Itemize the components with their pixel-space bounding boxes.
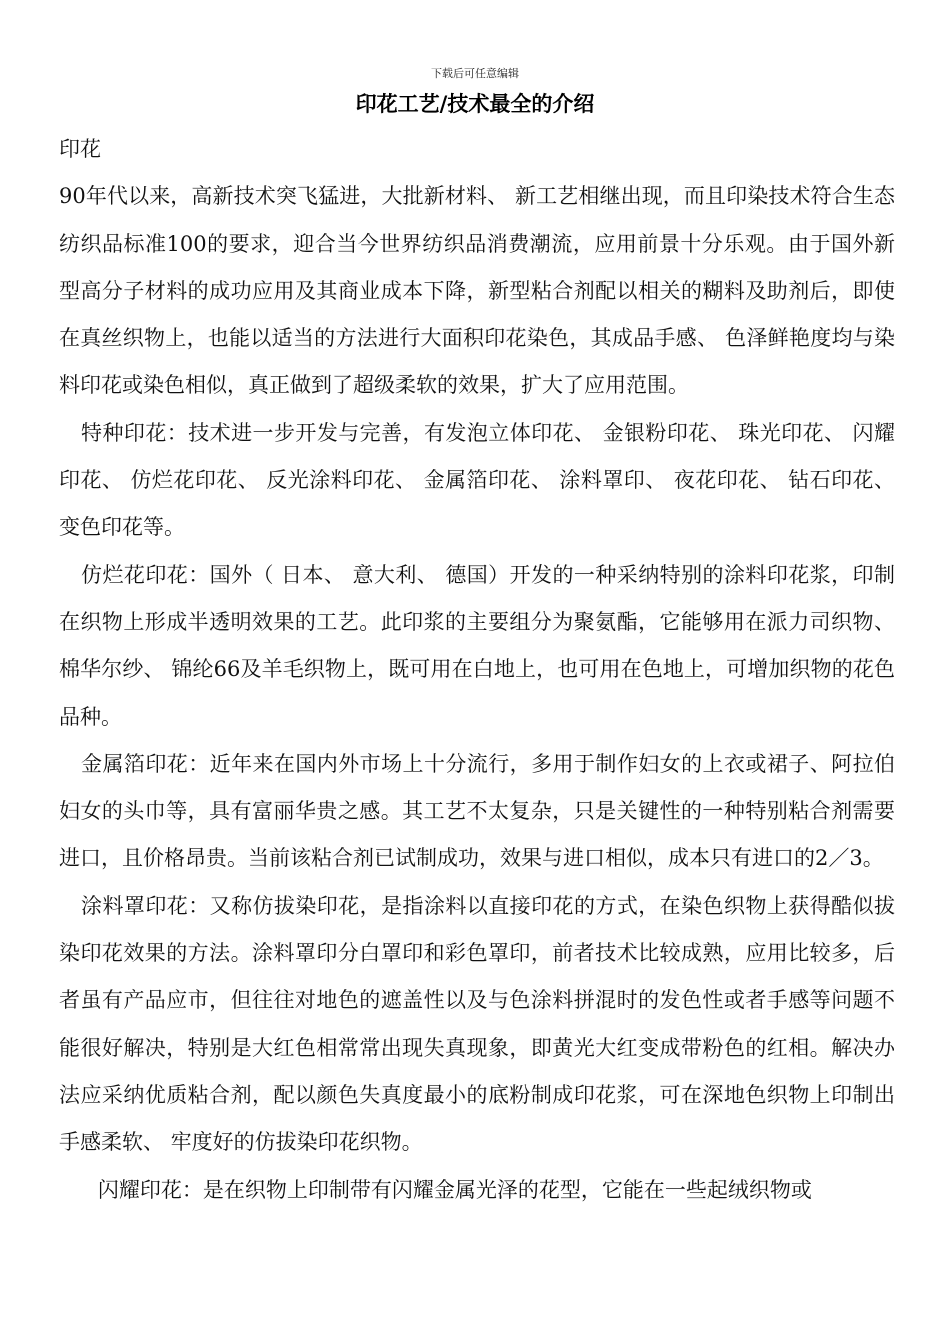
paragraph-overlay-printing: 涂料罩印花：又称仿拔染印花，是指涂料以直接印花的方式，在染色织物上获得酷似拔染印花效果的方法。涂料罩印分白罩印和彩色罩印，前者技术比较成熟，应用比较多，后者虽有产品应市，但往往对地色的遮盖性以及与色涂料拼混时的发色性或者手感等问题不能很好解决，特别是大红色相常常出现失真现象，即黄光大红变成带粉色的红相。解决办法应采纳优质粘合剂，配以颜色失真度最小的底粉制成印花浆，可在深地色织物上印制出手感柔软、 牢度好的仿拔染印花织物。 [59,893,895,1155]
paragraph-special-printing: 特种印花：技术进一步开发与完善，有发泡立体印花、 金银粉印花、 珠光印花、 闪耀印花、 仿烂花印花、 反光涂料印花、 金属箔印花、 涂料罩印、 夜花印花、 钻石印花、 变色印花等。 [59,420,895,540]
document-body [59,126,895,1214]
document-title: 印花工艺/技术最全的介绍 [355,92,595,116]
paragraph-intro: 90年代以来，高新技术突飞猛进，大批新材料、 新工艺相继出现，而且印染技术符合生态纺织品标准100的要求，迎合当今世界纺织品消费潮流，应用前景十分乐观。由于国外新型高分子材料的成功应用及其商业成本下降，新型粘合剂配以相关的糊料及助剂后，即使在真丝织物上，也能以适当的方法进行大面积印花染色，其成品手感、 色泽鲜艳度均与染料印花或染色相似，真正做到了超级柔软的效果，扩大了应用范围。 [59,184,895,398]
paragraph-foil-printing: 金属箔印花：近年来在国内外市场上十分流行，多用于制作妇女的上衣或裙子、阿拉伯妇女的头巾等，具有富丽华贵之感。其工艺不太复杂，只是关键性的一种特别粘合剂需要进口，且价格昂贵。当前该粘合剂已试制成功，效果与进口相似，成本只有进口的2／3。 [59,751,895,871]
paragraph-burnout-printing: 仿烂花印花：国外（ 日本、 意大利、 德国）开发的一种采纳特别的涂料印花浆，印制在织物上形成半透明效果的工艺。此印浆的主要组分为聚氨酯，它能够用在派力司织物、 棉华尔纱、 锦纶66及羊毛织物上，既可用在白地上，也可用在色地上，可增加织物的花色品种。 [59,562,895,729]
header-note: 下载后可任意编辑 [431,67,519,80]
section-heading: 印花 [59,137,101,161]
paragraph-glitter-printing: 闪耀印花：是在织物上印制带有闪耀金属光泽的花型，它能在一些起绒织物或 [97,1177,812,1202]
